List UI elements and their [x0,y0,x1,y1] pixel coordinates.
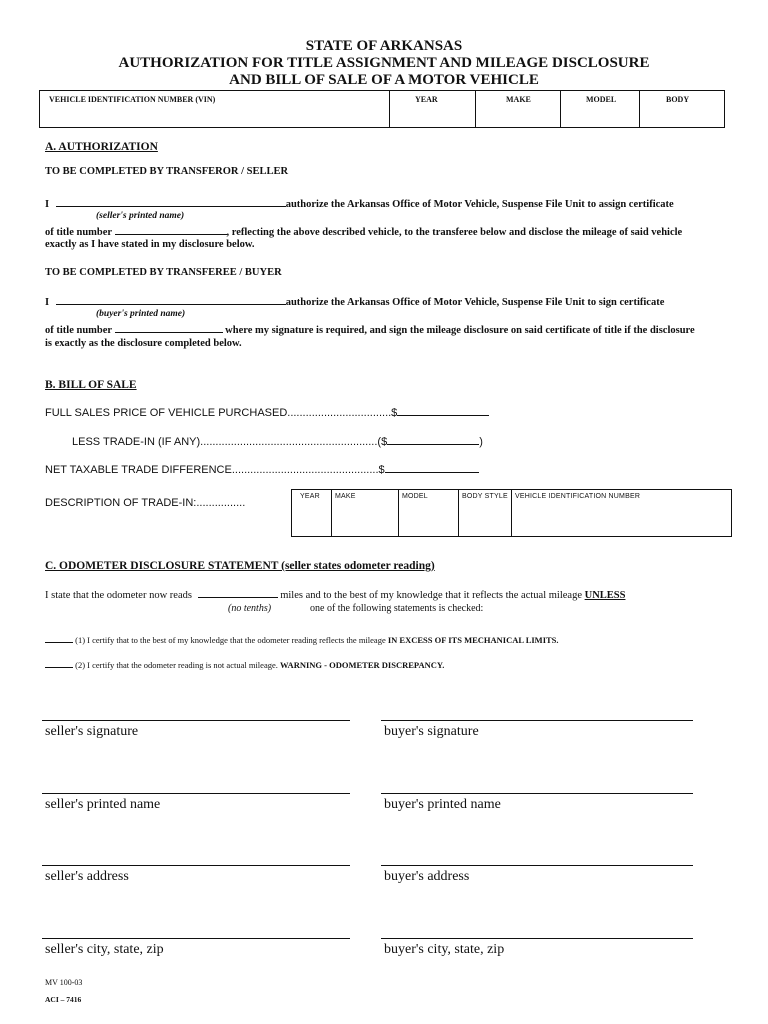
odometer-text-b: miles and to the best of my knowledge that it reflects the actual mileage [280,590,582,601]
buyer-printed-name-label: buyer's printed name [384,797,501,812]
statement-1-emphasis: IN EXCESS OF ITS MECHANICAL LIMITS. [387,635,559,645]
statement-2-checkbox[interactable] [45,657,73,668]
trade-vin-cell[interactable] [511,490,641,536]
aci-number: ACI – 7416 [45,995,82,1004]
buyer-city-state-zip-line[interactable] [381,938,693,939]
odometer-line [45,587,625,603]
trade-in-label: LESS TRADE-IN (IF ANY)..........................................................($ [72,436,388,448]
buyer-title-text: where my signature is required, and sign the mileage disclosure on said certificate of title if the disclosure [225,325,695,336]
no-tenths-hint: (no tenths) [228,603,272,614]
trade-model-cell[interactable] [398,490,428,536]
seller-address-label: seller's address [45,869,129,884]
buyer-title-line [45,322,745,338]
vehicle-table [39,90,725,128]
seller-i: I [45,199,50,210]
buyer-title-prefix: of title number [45,325,112,336]
trade-in-field[interactable] [387,434,479,445]
seller-name-hint: (seller's printed name) [96,211,185,221]
statement-1-line [45,632,559,645]
body-header: BODY [666,95,690,104]
buyer-signature-label: buyer's signature [384,724,479,739]
buyer-i: I [45,297,50,308]
trade-year-header: YEAR [300,493,320,500]
odometer-line-2: one of the following statements is checked: [310,603,484,614]
buyer-text-3: is exactly as the disclosure completed below. [45,338,242,349]
buyer-name-hint: (buyer's printed name) [96,309,186,319]
seller-auth-line [45,196,745,212]
full-price-field[interactable] [397,405,489,416]
model-header: MODEL [586,95,617,104]
make-header: MAKE [506,95,531,104]
trade-make-cell[interactable] [331,490,356,536]
seller-heading: TO BE COMPLETED BY TRANSFEROR / SELLER [45,166,289,177]
statement-2-emphasis: WARNING - ODOMETER DISCREPANCY. [280,660,445,670]
buyer-address-line[interactable] [381,865,693,866]
section-c-title: C. ODOMETER DISCLOSURE STATEMENT (seller states odometer reading) [45,560,435,572]
full-price-line [45,405,489,419]
trade-body-style-header: BODY STYLE [462,493,508,500]
seller-title-text: , reflecting the above described vehicle, to the transferee below and disclose the mileage of said vehicle [226,227,683,238]
buyer-city-state-zip-label: buyer's city, state, zip [384,942,505,957]
statement-2-line [45,657,444,670]
net-field[interactable] [385,462,479,473]
section-b-title: B. BILL OF SALE [45,379,137,391]
seller-address-line[interactable] [42,865,350,866]
odometer-reading-field[interactable] [198,587,278,598]
seller-printed-name-label: seller's printed name [45,797,161,812]
buyer-auth-text: authorize the Arkansas Office of Motor Vehicle, Suspense File Unit to sign certificate [285,297,665,308]
section-a-title: A. AUTHORIZATION [45,141,158,153]
seller-signature-label: seller's signature [45,724,139,739]
vehicle-model-cell[interactable] [560,91,617,127]
trade-in-line [72,434,483,448]
seller-city-state-zip-line[interactable] [42,938,350,939]
year-header: YEAR [415,95,438,104]
seller-text-3: exactly as I have stated in my disclosure below. [45,239,255,250]
trade-body-style-cell[interactable] [458,490,508,536]
form-number: MV 100-03 [45,978,83,987]
seller-signature-line[interactable] [42,720,350,721]
statement-2-text: (2) I certify that the odometer reading is not actual mileage. [75,660,278,670]
seller-auth-text: authorize the Arkansas Office of Motor Vehicle, Suspense File Unit to assign certificate [285,199,674,210]
seller-printed-name-line[interactable] [42,793,350,794]
title-line-2: AUTHORIZATION FOR TITLE ASSIGNMENT AND MILEAGE DISCLOSURE [118,55,650,71]
trade-vin-header: VEHICLE IDENTIFICATION NUMBER [515,493,641,500]
title-line-1: STATE OF ARKANSAS [305,38,463,54]
trade-model-header: MODEL [402,493,428,500]
vehicle-body-cell[interactable] [639,91,690,127]
seller-city-state-zip-label: seller's city, state, zip [45,942,164,957]
trade-in-close: ) [479,436,483,448]
statement-1-checkbox[interactable] [45,632,73,643]
buyer-signature-line[interactable] [381,720,693,721]
buyer-heading: TO BE COMPLETED BY TRANSFEREE / BUYER [45,267,282,278]
seller-title-number-field[interactable] [115,224,227,235]
trade-make-header: MAKE [335,493,356,500]
title-line-3: AND BILL OF SALE OF A MOTOR VEHICLE [229,72,539,88]
buyer-name-field[interactable] [56,294,286,305]
odometer-text-a: I state that the odometer now reads [45,590,192,601]
buyer-title-number-field[interactable] [115,322,223,333]
seller-name-field[interactable] [56,196,286,207]
buyer-printed-name-line[interactable] [381,793,693,794]
trade-description-label: DESCRIPTION OF TRADE-IN:................ [45,497,246,509]
buyer-address-label: buyer's address [384,869,470,884]
vehicle-make-cell[interactable] [475,91,531,127]
net-label: NET TAXABLE TRADE DIFFERENCE................................................$ [45,464,385,476]
vin-header: VEHICLE IDENTIFICATION NUMBER (VIN) [49,95,216,104]
unless-text: UNLESS [584,590,626,601]
trade-in-table [291,489,732,537]
net-line [45,462,479,476]
vehicle-year-cell[interactable] [389,91,438,127]
statement-1-text: (1) I certify that to the best of my knowledge that the odometer reading reflects the mileage [75,635,386,645]
buyer-auth-line [45,294,745,310]
full-price-label: FULL SALES PRICE OF VEHICLE PURCHASED..................................$ [45,407,398,419]
seller-title-prefix: of title number [45,227,112,238]
